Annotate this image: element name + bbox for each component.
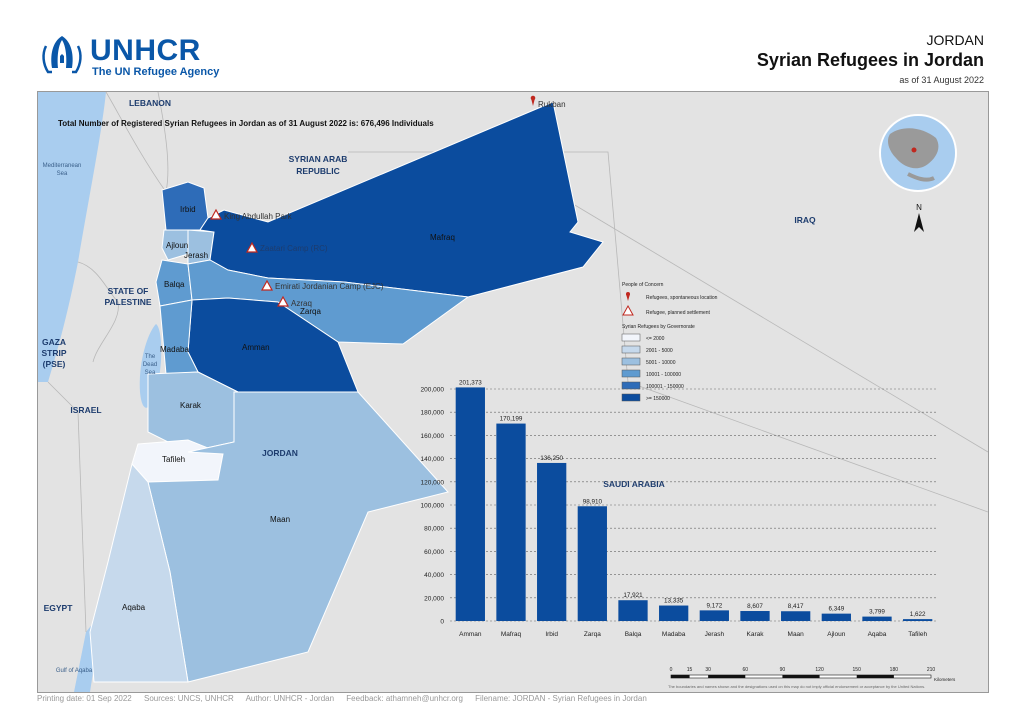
x-tick-label: Tafileh xyxy=(908,631,928,638)
label-zarqa: Zarqa xyxy=(300,307,321,316)
label-palestine-1: STATE OF xyxy=(107,286,149,296)
legend-swatch xyxy=(622,382,640,389)
bar-value-label: 136,250 xyxy=(540,454,564,462)
disclaimer: The boundaries and names shown and the designations used on this map do not imply official endorsement or acceptance by the United Nations. xyxy=(668,684,926,689)
bar-aqaba xyxy=(862,617,891,621)
north-label: N xyxy=(916,203,922,212)
x-tick-label: Irbid xyxy=(545,631,558,638)
scale-tick-label: 0 xyxy=(669,667,673,673)
label-israel: ISRAEL xyxy=(70,405,102,415)
x-tick-label: Aqaba xyxy=(867,631,887,638)
bar-value-label: 98,910 xyxy=(582,498,602,506)
gov-mafraq xyxy=(200,102,603,297)
label-zaatari: Zaatari Camp (RC) xyxy=(260,244,328,253)
legend-swatch xyxy=(622,346,640,353)
label-king-abdullah-park: King Abdullah Park xyxy=(224,212,292,221)
map-frame xyxy=(37,91,989,693)
footer-printing-date: Printing date: 01 Sep 2022 xyxy=(37,694,132,703)
label-syria-1: SYRIAN ARAB xyxy=(288,154,348,164)
x-tick-label: Madaba xyxy=(661,631,686,638)
legend xyxy=(622,282,718,402)
logo-tagline: The UN Refugee Agency xyxy=(92,66,220,78)
spontaneous-location-dot xyxy=(531,96,536,101)
y-tick-label: 140,000 xyxy=(420,456,444,464)
legend-gov-title: Syrian Refugees by Governorate xyxy=(622,324,695,330)
scale-segment xyxy=(671,675,690,678)
bar-karak xyxy=(740,611,769,621)
label-jordan: JORDAN xyxy=(262,448,298,458)
scale-segment xyxy=(708,675,745,678)
label-madaba: Madaba xyxy=(160,345,189,354)
scale-tick-label: 150 xyxy=(852,667,861,673)
y-tick-label: 160,000 xyxy=(420,432,444,440)
legend-swatch xyxy=(622,370,640,377)
label-tafileh: Tafileh xyxy=(162,455,186,464)
label-rukban: Rukban xyxy=(538,100,566,109)
header-date: as of 31 August 2022 xyxy=(899,75,984,85)
y-tick-label: 120,000 xyxy=(420,479,444,487)
label-emirati-camp: Emirati Jordanian Camp (EJC) xyxy=(275,282,384,291)
label-dead-3: Sea xyxy=(144,370,156,376)
x-tick-label: Zarqa xyxy=(583,631,601,638)
bar-irbid xyxy=(537,463,566,621)
scale-tick-label: 210 xyxy=(926,667,936,673)
bar-value-label: 1,622 xyxy=(909,611,926,619)
footer-author: Author: UNHCR - Jordan xyxy=(245,694,335,703)
label-gaza-3: (PSE) xyxy=(42,359,66,369)
footer-sources: Sources: UNCS, UNHCR xyxy=(143,694,234,703)
total-refugees-text: Total Number of Registered Syrian Refugees in Jordan as of 31 August 2022 is: 676,496 Individuals xyxy=(58,119,434,128)
scale-tick-label: 30 xyxy=(705,667,711,673)
legend-class-label: 10001 - 100000 xyxy=(646,372,682,378)
y-tick-label: 100,000 xyxy=(420,502,444,510)
legend-planned-icon xyxy=(623,306,633,315)
bar-maan xyxy=(781,611,810,621)
y-tick-label: 40,000 xyxy=(424,572,444,580)
bar-madaba xyxy=(659,606,688,621)
legend-class-label: 2001 - 5000 xyxy=(646,348,673,354)
scale-segment xyxy=(782,675,819,678)
legend-planned-label: Refugee, planned settlement xyxy=(646,310,710,316)
label-saudi-arabia: SAUDI ARABIA xyxy=(603,479,665,489)
legend-class-label: 5001 - 10000 xyxy=(646,360,676,366)
bar-value-label: 170,199 xyxy=(499,415,523,423)
scale-segment xyxy=(857,675,894,678)
label-gaza-1: GAZA xyxy=(41,337,67,347)
bar-balqa xyxy=(618,600,647,621)
bar-value-label: 13,335 xyxy=(664,597,684,605)
label-amman: Amman xyxy=(242,343,270,352)
scale-tick-label: 180 xyxy=(889,667,899,673)
label-gulf-aqaba: Gulf of Aqaba xyxy=(55,668,93,674)
label-balqa: Balqa xyxy=(164,280,185,289)
scale-tick-label: 60 xyxy=(742,667,749,673)
bar-value-label: 8,417 xyxy=(787,603,804,611)
page-title: Syrian Refugees in Jordan xyxy=(756,50,984,70)
refugees-bar-chart xyxy=(421,379,939,638)
scale-tick-label: 120 xyxy=(815,667,824,673)
label-egypt: EGYPT xyxy=(43,603,73,613)
bar-mafraq xyxy=(496,424,525,621)
y-tick-label: 60,000 xyxy=(424,548,444,556)
bar-amman xyxy=(456,387,485,621)
globe-inset xyxy=(880,115,956,191)
scale-bar xyxy=(670,667,956,682)
label-lebanon: LEBANON xyxy=(128,98,172,108)
label-irbid: Irbid xyxy=(180,205,196,214)
label-iraq: IRAQ xyxy=(794,215,816,225)
label-med-2: Sea xyxy=(56,171,68,177)
label-maan: Maan xyxy=(270,515,291,524)
label-ajloun: Ajloun xyxy=(166,241,189,250)
scale-tick-label: 15 xyxy=(686,667,693,673)
x-tick-label: Jerash xyxy=(704,631,725,638)
governorates xyxy=(90,102,603,682)
header-country: JORDAN xyxy=(926,32,984,48)
label-karak: Karak xyxy=(180,401,201,410)
label-dead-2: Dead xyxy=(142,362,158,368)
bar-ajloun xyxy=(822,614,851,621)
legend-swatch xyxy=(622,334,640,341)
bar-jerash xyxy=(700,610,729,621)
footer-feedback: Feedback: athamneh@unhcr.org xyxy=(346,694,463,703)
bar-value-label: 6,349 xyxy=(828,605,845,613)
x-tick-label: Karak xyxy=(746,631,764,638)
bar-tafileh xyxy=(903,619,932,621)
bar-value-label: 9,172 xyxy=(706,602,723,610)
bar-zarqa xyxy=(578,506,607,621)
label-dead-1: The xyxy=(144,354,156,360)
label-gaza-2: STRIP xyxy=(41,348,67,358)
footer-filename: Filename: JORDAN - Syrian Refugees in Jordan xyxy=(475,694,647,703)
label-palestine-2: PALESTINE xyxy=(104,297,152,307)
y-tick-label: 200,000 xyxy=(420,386,444,394)
logo-wordmark: UNHCR xyxy=(90,34,201,67)
bar-value-label: 8,607 xyxy=(747,603,763,611)
x-tick-label: Balqa xyxy=(624,631,642,638)
label-syria-2: REPUBLIC xyxy=(296,166,340,176)
bar-value-label: 201,373 xyxy=(458,379,482,387)
bar-value-label: 3,799 xyxy=(869,608,885,616)
label-med-1: Mediterranean xyxy=(42,163,82,169)
bar-value-label: 17,921 xyxy=(623,592,643,600)
legend-swatch xyxy=(622,394,640,401)
legend-spontaneous-label: Refugees, spontaneous location xyxy=(646,295,718,301)
legend-swatch xyxy=(622,358,640,365)
map-canvas xyxy=(38,92,988,692)
x-tick-label: Maan xyxy=(787,631,804,638)
footer xyxy=(37,694,657,703)
unhcr-emblem-icon xyxy=(38,32,86,78)
unhcr-logo xyxy=(38,32,228,82)
y-tick-label: 0 xyxy=(440,618,444,626)
scale-tick-label: 90 xyxy=(779,667,786,673)
x-tick-label: Mafraq xyxy=(500,631,522,638)
label-aqaba: Aqaba xyxy=(122,603,146,612)
label-azraq: Azraq xyxy=(291,299,312,308)
label-jerash: Jerash xyxy=(184,251,209,260)
y-tick-label: 20,000 xyxy=(424,595,444,603)
x-tick-label: Ajloun xyxy=(827,631,846,638)
north-arrow-icon xyxy=(914,203,924,232)
y-tick-label: 180,000 xyxy=(420,409,444,417)
label-mafraq: Mafraq xyxy=(430,233,455,242)
legend-class-label: 100001 - 150000 xyxy=(646,384,684,390)
y-tick-label: 80,000 xyxy=(424,525,444,533)
x-tick-label: Amman xyxy=(459,631,482,638)
legend-poc-title: People of Concern xyxy=(622,282,664,288)
scale-unit: Kilometers xyxy=(934,677,956,682)
legend-class-label: >= 150000 xyxy=(646,396,670,402)
legend-class-label: <= 2000 xyxy=(646,336,665,342)
